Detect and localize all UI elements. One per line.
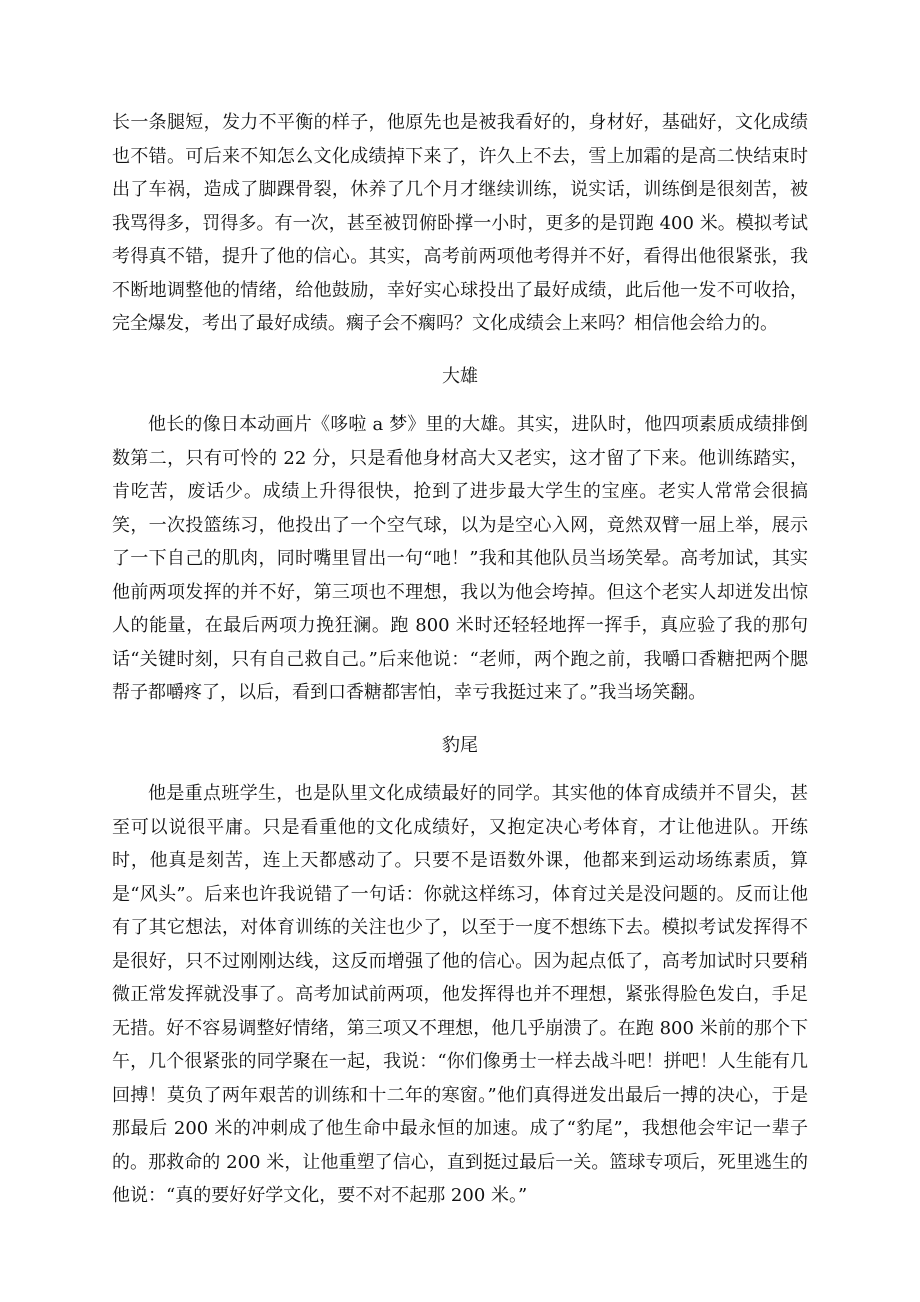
document-page	[112, 106, 808, 1213]
intro-paragraph: 长一条腿短，发力不平衡的样子，他原先也是被我看好的，身材好，基础好，文化成绩也不错。可后来不知怎么文化成绩掉下来了，许久上不去，雪上加霜的是高二快结束时出了车祸，造成了脚踝骨裂，休养了几个月才继续训练，说实话，训练倒是很刻苦，被我骂得多，罚得多。有一次，甚至被罚俯卧撑一小时，更多的是罚跑 400 米。模拟考试考得真不错，提升了他的信心。其实，高考前两项他考得并不好，看得出他很紧张，我不断地调整他的情绪，给他鼓励，幸好实心球投出了最好成绩，此后他一发不可收拾，完全爆发，考出了最好成绩。瘸子会不瘸吗？文化成绩会上来吗？相信他会给力的。	[112, 112, 808, 334]
section-paragraph-daxiong: 他长的像日本动画片《哆啦 a 梦》里的大雄。其实，进队时，他四项素质成绩排倒数第二，只有可怜的 22 分，只是看他身材高大又老实，这才留了下来。他训练踏实，肯吃苦，废话少。成绩上升得很快，抢到了进步最大学生的宝座。老实人常常会很搞笑，一次投篮练习，他投出了一个空气球，以为是空心入网，竟然双臂一屈上举，展示了一下自己的肌肉，同时嘴里冒出一句“吔！”我和其他队员当场笑晕。高考加试，其实他前两项发挥的并不好，第三项也不理想，我以为他会垮掉。但这个老实人却迸发出惊人的能量，在最后两项力挽狂澜。跑 800 米时还轻轻地挥一挥手，真应验了我的那句话“关键时刻，只有自己救自己。”后来他说：“老师，两个跑之前，我嚼口香糖把两个腮帮子都嚼疼了，以后，看到口香糖都害怕，幸亏我挺过来了。”我当场笑翻。	[112, 414, 808, 703]
section-heading-daxiong: 大雄	[442, 365, 478, 387]
section-daxiong	[112, 360, 808, 710]
section-paragraph-baowei: 他是重点班学生，也是队里文化成绩最好的同学。其实他的体育成绩并不冒尖，甚至可以说很平庸。只是看重他的文化成绩好，又抱定决心考体育，才让他进队。开练时，他真是刻苦，连上天都感动了。只要不是语数外课，他都来到运动场练素质，算是“风头”。后来也许我说错了一句话：你就这样练习，体育过关是没问题的。反而让他有了其它想法，对体育训练的关注也少了，以至于一度不想练下去。模拟考试发挥得不是很好，只不过刚刚达线，这反而增强了他的信心。因为起点低了，高考加试时只要稍微正常发挥就没事了。高考加试前两项，他发挥得也并不理想，紧张得脸色发白，手足无措。好不容易调整好情绪，第三项又不理想，他几乎崩溃了。在跑 800 米前的那个下午，几个很紧张的同学聚在一起，我说：“你们像勇士一样去战斗吧！拼吧！人生能有几回搏！莫负了两年艰苦的训练和十二年的寒窗。”他们真得迸发出最后一搏的决心，于是那最后 200 米的冲刺成了他生命中最永恒的加速。成了“豹尾”，我想他会牢记一辈子的。那救命的 200 米，让他重塑了信心，直到挺过最后一关。篮球专项后，死里逃生的他说：“真的要好好学文化，要不对不起那 200 米。”	[112, 783, 808, 1206]
section-heading-baowei: 豹尾	[442, 734, 478, 756]
section-baowei	[112, 729, 808, 1213]
